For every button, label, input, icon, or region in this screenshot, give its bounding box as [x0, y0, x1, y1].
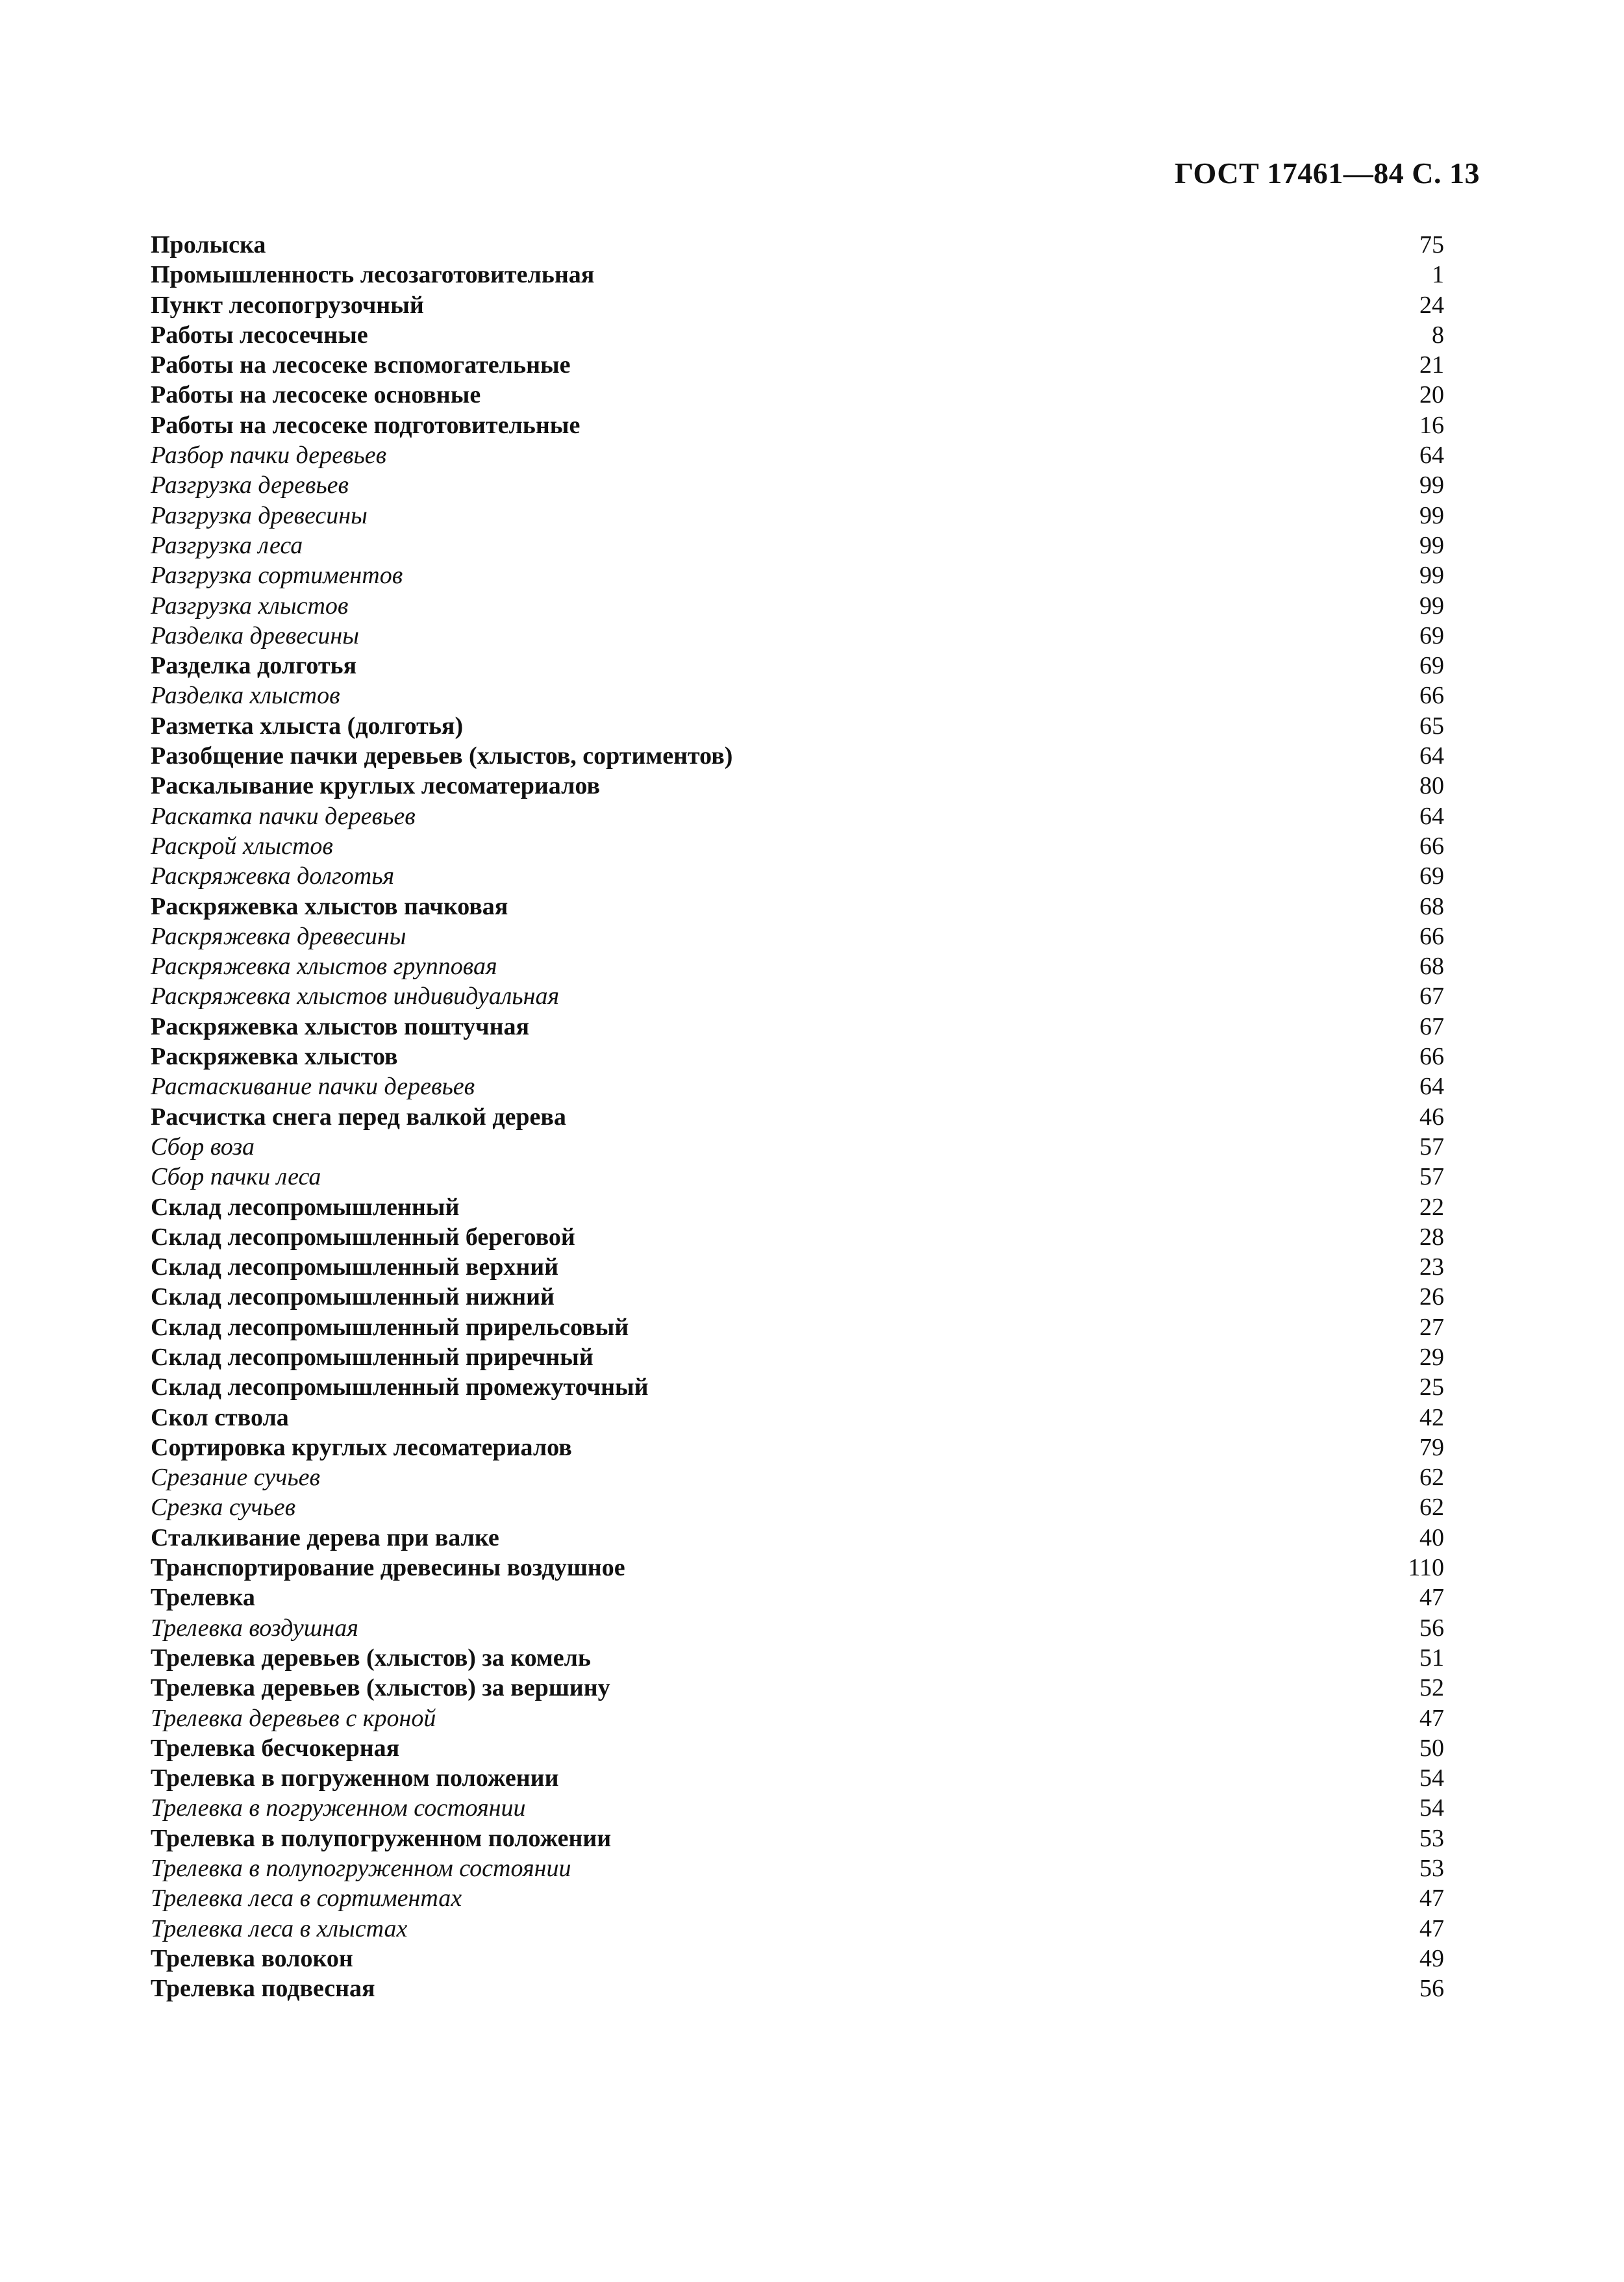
- index-entry: [151, 440, 1444, 470]
- index-term-number: 42: [1419, 1403, 1444, 1431]
- index-entry: [151, 951, 1444, 981]
- index-term-number: 64: [1419, 802, 1444, 830]
- index-term: Разгрузка древесины: [151, 501, 368, 529]
- index-term-number: 99: [1419, 562, 1444, 590]
- index-term: Склад лесопромышленный приречный: [151, 1343, 593, 1371]
- index-term: Работы на лесосеке вспомогательные: [151, 351, 571, 379]
- term-index-list: [151, 230, 1444, 2004]
- index-entry: [151, 1403, 1444, 1433]
- index-entry: [151, 1492, 1444, 1522]
- index-term-number: 80: [1419, 772, 1444, 800]
- index-term-number: 68: [1419, 892, 1444, 920]
- index-term-number: 62: [1419, 1464, 1444, 1492]
- index-term: Работы на лесосеке основные: [151, 381, 481, 409]
- index-term-number: 29: [1419, 1343, 1444, 1371]
- index-entry: [151, 1553, 1444, 1583]
- index-entry: [151, 1312, 1444, 1342]
- index-term-number: 56: [1419, 1975, 1444, 2003]
- index-entry: [151, 1853, 1444, 1883]
- index-entry: [151, 1162, 1444, 1192]
- index-term-number: 54: [1419, 1794, 1444, 1822]
- index-entry: [151, 560, 1444, 590]
- index-term: Сбор пачки леса: [151, 1163, 321, 1191]
- index-entry: [151, 741, 1444, 771]
- index-term: Раскатка пачки деревьев: [151, 802, 416, 830]
- index-entry: [151, 621, 1444, 651]
- index-entry: [151, 1102, 1444, 1132]
- index-term: Разгрузка хлыстов: [151, 592, 349, 620]
- index-entry: [151, 1583, 1444, 1612]
- index-entry: [151, 1012, 1444, 1042]
- index-term-number: 68: [1419, 953, 1444, 981]
- index-term-number: 66: [1419, 1043, 1444, 1071]
- index-term: Трелевка: [151, 1584, 255, 1612]
- index-entry: [151, 1523, 1444, 1553]
- index-entry: [151, 1944, 1444, 1974]
- index-entry: [151, 1643, 1444, 1673]
- index-term: Транспортирование древесины воздушное: [151, 1554, 625, 1582]
- index-term: Сталкивание дерева при валке: [151, 1523, 499, 1551]
- index-entry: [151, 1974, 1444, 2003]
- index-entry: [151, 1703, 1444, 1733]
- index-term: Трелевка воздушная: [151, 1614, 358, 1642]
- index-entry: [151, 350, 1444, 380]
- index-term-number: 28: [1419, 1223, 1444, 1251]
- index-entry: [151, 681, 1444, 710]
- index-term-number: 21: [1419, 351, 1444, 379]
- index-term-number: 46: [1419, 1103, 1444, 1131]
- index-term-number: 8: [1432, 321, 1444, 349]
- index-entry: [151, 260, 1444, 290]
- index-term-number: 23: [1419, 1253, 1444, 1281]
- index-term: Склад лесопромышленный: [151, 1193, 460, 1221]
- index-term-number: 64: [1419, 1073, 1444, 1101]
- index-entry: [151, 591, 1444, 621]
- index-term: Разбор пачки деревьев: [151, 442, 387, 470]
- index-term: Раскалывание круглых лесоматериалов: [151, 772, 600, 800]
- index-entry: [151, 801, 1444, 831]
- index-term: Склад лесопромышленный прирельсовый: [151, 1313, 629, 1341]
- index-term-number: 79: [1419, 1433, 1444, 1461]
- index-entry: [151, 1252, 1444, 1282]
- index-term: Трелевка леса в сортиментах: [151, 1885, 462, 1912]
- index-entry: [151, 501, 1444, 531]
- index-term-number: 64: [1419, 442, 1444, 470]
- index-term-number: 99: [1419, 592, 1444, 620]
- index-term-number: 53: [1419, 1855, 1444, 1883]
- index-term: Сбор воза: [151, 1133, 255, 1160]
- index-term: Склад лесопромышленный верхний: [151, 1253, 559, 1281]
- index-term: Промышленность лесозаготовительная: [151, 261, 595, 289]
- index-term: Трелевка деревьев с кроной: [151, 1704, 436, 1732]
- index-term: Разгрузка сортиментов: [151, 562, 403, 590]
- index-term-number: 40: [1419, 1523, 1444, 1551]
- index-term-number: 47: [1419, 1704, 1444, 1732]
- index-term: Разгрузка леса: [151, 531, 303, 559]
- index-entry: [151, 290, 1444, 320]
- index-term-number: 57: [1419, 1133, 1444, 1160]
- index-entry: [151, 1282, 1444, 1312]
- index-entry: [151, 1793, 1444, 1823]
- index-term-number: 62: [1419, 1494, 1444, 1522]
- page-header: ГОСТ 17461—84 С. 13: [1174, 157, 1480, 190]
- index-entry: [151, 230, 1444, 260]
- index-term: Разметка хлыста (долготья): [151, 712, 464, 740]
- index-term: Разобщение пачки деревьев (хлыстов, сортиментов): [151, 742, 733, 770]
- index-term: Склад лесопромышленный промежуточный: [151, 1373, 649, 1401]
- index-term-number: 56: [1419, 1614, 1444, 1642]
- index-entry: [151, 1433, 1444, 1462]
- index-term: Трелевка в погруженном положении: [151, 1764, 559, 1792]
- index-term: Скол ствола: [151, 1403, 289, 1431]
- index-entry: [151, 380, 1444, 410]
- index-term: Раскряжевка хлыстов пачковая: [151, 892, 508, 920]
- index-term-number: 27: [1419, 1313, 1444, 1341]
- index-term: Разделка долготья: [151, 652, 357, 680]
- index-term: Трелевка в погруженном состоянии: [151, 1794, 526, 1822]
- index-term: Раскряжевка хлыстов индивидуальная: [151, 983, 560, 1010]
- index-entry: [151, 470, 1444, 500]
- index-term: Раскрой хлыстов: [151, 832, 333, 860]
- index-term: Растаскивание пачки деревьев: [151, 1073, 475, 1101]
- index-term: Трелевка деревьев (хлыстов) за комель: [151, 1644, 592, 1672]
- index-entry: [151, 1763, 1444, 1793]
- index-term: Срезание сучьев: [151, 1464, 321, 1492]
- index-term-number: 20: [1419, 381, 1444, 409]
- index-term-number: 67: [1419, 1012, 1444, 1040]
- index-term-number: 67: [1419, 983, 1444, 1010]
- index-entry: [151, 981, 1444, 1011]
- index-term-number: 47: [1419, 1914, 1444, 1942]
- index-entry: [151, 1462, 1444, 1492]
- index-entry: [151, 410, 1444, 440]
- index-entry: [151, 1222, 1444, 1252]
- index-term-number: 99: [1419, 501, 1444, 529]
- index-entry: [151, 771, 1444, 801]
- index-term: Разгрузка деревьев: [151, 471, 349, 499]
- index-entry: [151, 1824, 1444, 1853]
- index-term-number: 69: [1419, 652, 1444, 680]
- index-term: Разделка хлыстов: [151, 682, 340, 710]
- index-term-number: 51: [1419, 1644, 1444, 1672]
- index-term-number: 49: [1419, 1944, 1444, 1972]
- index-term: Раскряжевка хлыстов поштучная: [151, 1012, 530, 1040]
- index-term: Раскряжевка хлыстов: [151, 1043, 398, 1071]
- index-entry: [151, 1072, 1444, 1101]
- index-term: Трелевка в полупогруженном положении: [151, 1824, 612, 1852]
- index-term-number: 47: [1419, 1885, 1444, 1912]
- index-term-number: 54: [1419, 1764, 1444, 1792]
- index-entry: [151, 1132, 1444, 1162]
- index-entry: [151, 531, 1444, 560]
- index-term: Пролыска: [151, 231, 266, 258]
- index-term: Трелевка подвесная: [151, 1975, 375, 2003]
- index-entry: [151, 1613, 1444, 1643]
- index-term-number: 64: [1419, 742, 1444, 770]
- index-term-number: 57: [1419, 1163, 1444, 1191]
- index-term-number: 25: [1419, 1373, 1444, 1401]
- index-term-number: 66: [1419, 832, 1444, 860]
- index-term: Трелевка волокон: [151, 1944, 353, 1972]
- index-term: Срезка сучьев: [151, 1494, 296, 1522]
- index-term-number: 75: [1419, 231, 1444, 258]
- index-entry: [151, 1883, 1444, 1913]
- index-entry: [151, 1673, 1444, 1703]
- index-term: Раскряжевка древесины: [151, 922, 406, 950]
- index-term-number: 47: [1419, 1584, 1444, 1612]
- index-term: Раскряжевка долготья: [151, 862, 395, 890]
- index-entry: [151, 1914, 1444, 1944]
- index-term-number: 26: [1419, 1283, 1444, 1311]
- index-entry: [151, 320, 1444, 350]
- index-term-number: 99: [1419, 531, 1444, 559]
- index-term-number: 1: [1432, 261, 1444, 289]
- index-entry: [151, 1342, 1444, 1372]
- index-term: Трелевка деревьев (хлыстов) за вершину: [151, 1674, 610, 1702]
- index-term-number: 110: [1408, 1554, 1444, 1582]
- index-term: Трелевка в полупогруженном состоянии: [151, 1855, 571, 1883]
- index-term-number: 53: [1419, 1824, 1444, 1852]
- index-term-number: 22: [1419, 1193, 1444, 1221]
- index-entry: [151, 922, 1444, 951]
- index-entry: [151, 1192, 1444, 1222]
- index-term: Расчистка снега перед валкой дерева: [151, 1103, 566, 1131]
- index-term: Работы лесосечные: [151, 321, 368, 349]
- index-term-number: 66: [1419, 922, 1444, 950]
- index-term: Трелевка бесчокерная: [151, 1734, 400, 1762]
- index-term-number: 50: [1419, 1734, 1444, 1762]
- index-entry: [151, 651, 1444, 681]
- index-term: Склад лесопромышленный нижний: [151, 1283, 555, 1311]
- index-entry: [151, 861, 1444, 891]
- index-entry: [151, 1372, 1444, 1402]
- index-term: Трелевка леса в хлыстах: [151, 1914, 408, 1942]
- index-term: Раскряжевка хлыстов групповая: [151, 953, 497, 981]
- index-entry: [151, 1042, 1444, 1072]
- index-term: Пункт лесопогрузочный: [151, 291, 424, 319]
- index-entry: [151, 711, 1444, 741]
- index-term-number: 69: [1419, 862, 1444, 890]
- index-term: Сортировка круглых лесоматериалов: [151, 1433, 572, 1461]
- index-entry: [151, 1733, 1444, 1763]
- index-term-number: 66: [1419, 682, 1444, 710]
- index-entry: [151, 892, 1444, 922]
- index-term-number: 65: [1419, 712, 1444, 740]
- index-term: Разделка древесины: [151, 621, 359, 649]
- index-term: Работы на лесосеке подготовительные: [151, 411, 581, 439]
- index-entry: [151, 831, 1444, 861]
- index-term-number: 16: [1419, 411, 1444, 439]
- index-term-number: 24: [1419, 291, 1444, 319]
- index-term: Склад лесопромышленный береговой: [151, 1223, 575, 1251]
- index-term-number: 52: [1419, 1674, 1444, 1702]
- index-term-number: 99: [1419, 471, 1444, 499]
- index-term-number: 69: [1419, 621, 1444, 649]
